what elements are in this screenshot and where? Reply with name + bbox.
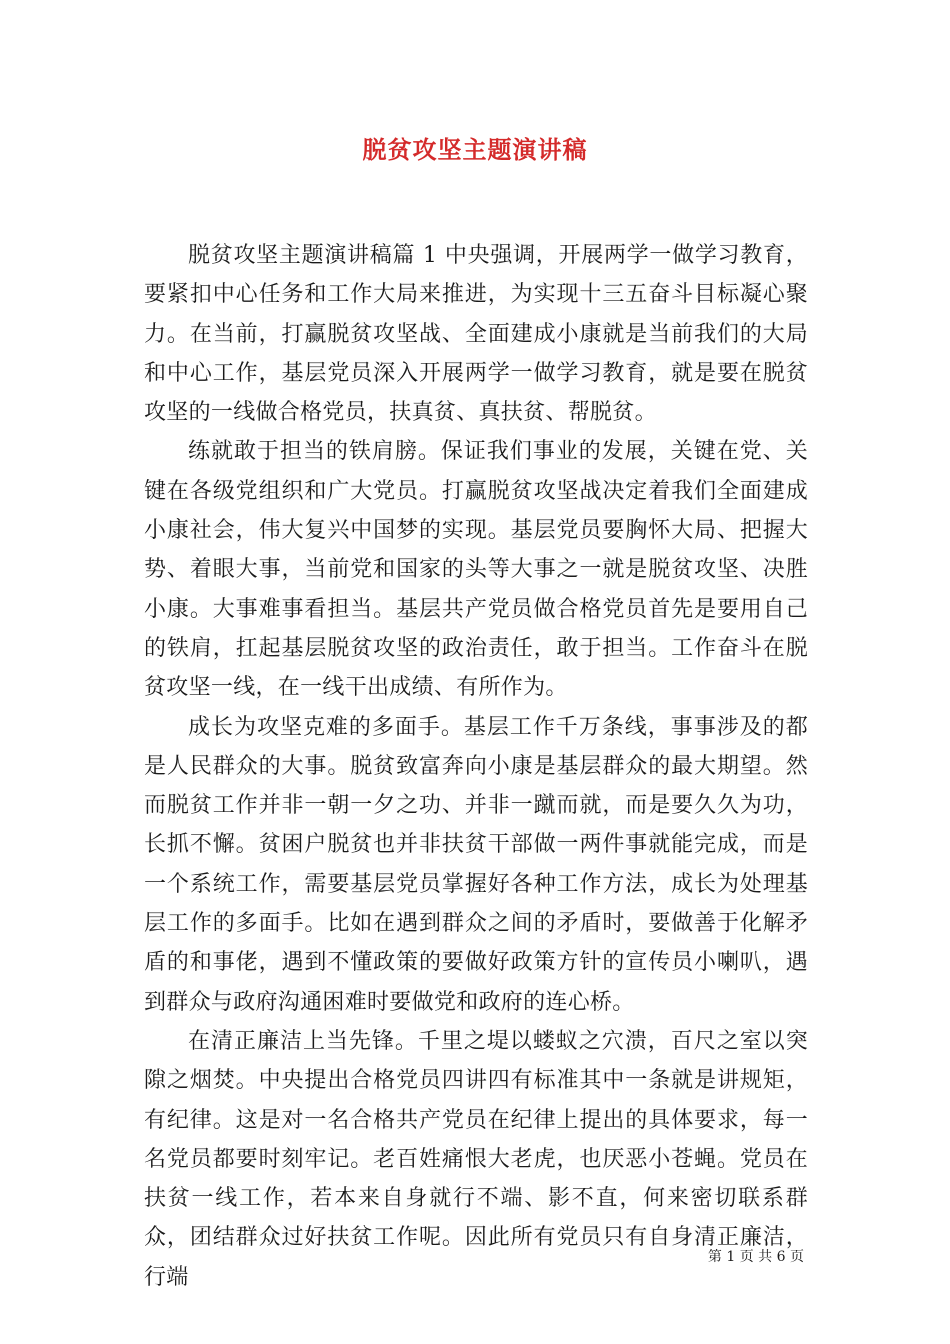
page-number: 第 1 页 共 6 页 — [707, 1249, 804, 1265]
paragraph-2: 练就敢于担当的铁肩膀。保证我们事业的发展，关键在党、关键在各级党组织和广大党员。打赢脱贫攻坚战决定着我们全面建成小康社会，伟大复兴中国梦的实现。基层党员要胸怀大局、把握大势、着眼大事，当前党和国家的头等大事之一就是脱贫攻坚、决胜小康。大事难事看担当。基层共产党员做合格党员首先是要用自己的铁肩，扛起基层脱贫攻坚的政治责任，敢于担当。工作奋斗在脱贫攻坚一线，在一线干出成绩、有所作为。 — [144, 439, 808, 701]
paragraph-1: 脱贫攻坚主题演讲稿篇 1 中央强调，开展两学一做学习教育，要紧扣中心任务和工作大局来推进，为实现十三五奋斗目标凝心聚力。在当前，打赢脱贫攻坚战、全面建成小康就是当前我们的大局和中心工作，基层党员深入开展两学一做学习教育，就是要在脱贫攻坚的一线做合格党员，扶真贫、真扶贫、帮脱贫。 — [144, 243, 808, 426]
paragraph-4: 在清正廉洁上当先锋。千里之堤以蝼蚁之穴溃，百尺之室以突隙之烟焚。中央提出合格党员四讲四有标准其中一条就是讲规矩，有纪律。这是对一名合格共产党员在纪律上提出的具体要求，每一名党员都要时刻牢记。老百姓痛恨大老虎，也厌恶小苍蝇。党员在扶贫一线工作，若本来自身就行不端、影不直，何来密切联系群众，团结群众过好扶贫工作呢。因此所有党员只有自身清正廉洁，行端 — [144, 1028, 808, 1290]
document-title: 脱贫攻坚主题演讲稿 — [362, 135, 588, 164]
document-body — [144, 236, 808, 1297]
paragraph-3: 成长为攻坚克难的多面手。基层工作千万条线，事事涉及的都是人民群众的大事。脱贫致富奔向小康是基层群众的最大期望。然而脱贫工作并非一朝一夕之功、并非一蹴而就，而是要久久为功，长抓不懈。贫困户脱贫也并非扶贫干部做一两件事就能完成，而是一个系统工作，需要基层党员掌握好各种工作方法，成长为处理基层工作的多面手。比如在遇到群众之间的矛盾时，要做善于化解矛盾的和事佬，遇到不懂政策的要做好政策方针的宣传员小喇叭，遇到群众与政府沟通困难时要做党和政府的连心桥。 — [144, 714, 808, 1015]
